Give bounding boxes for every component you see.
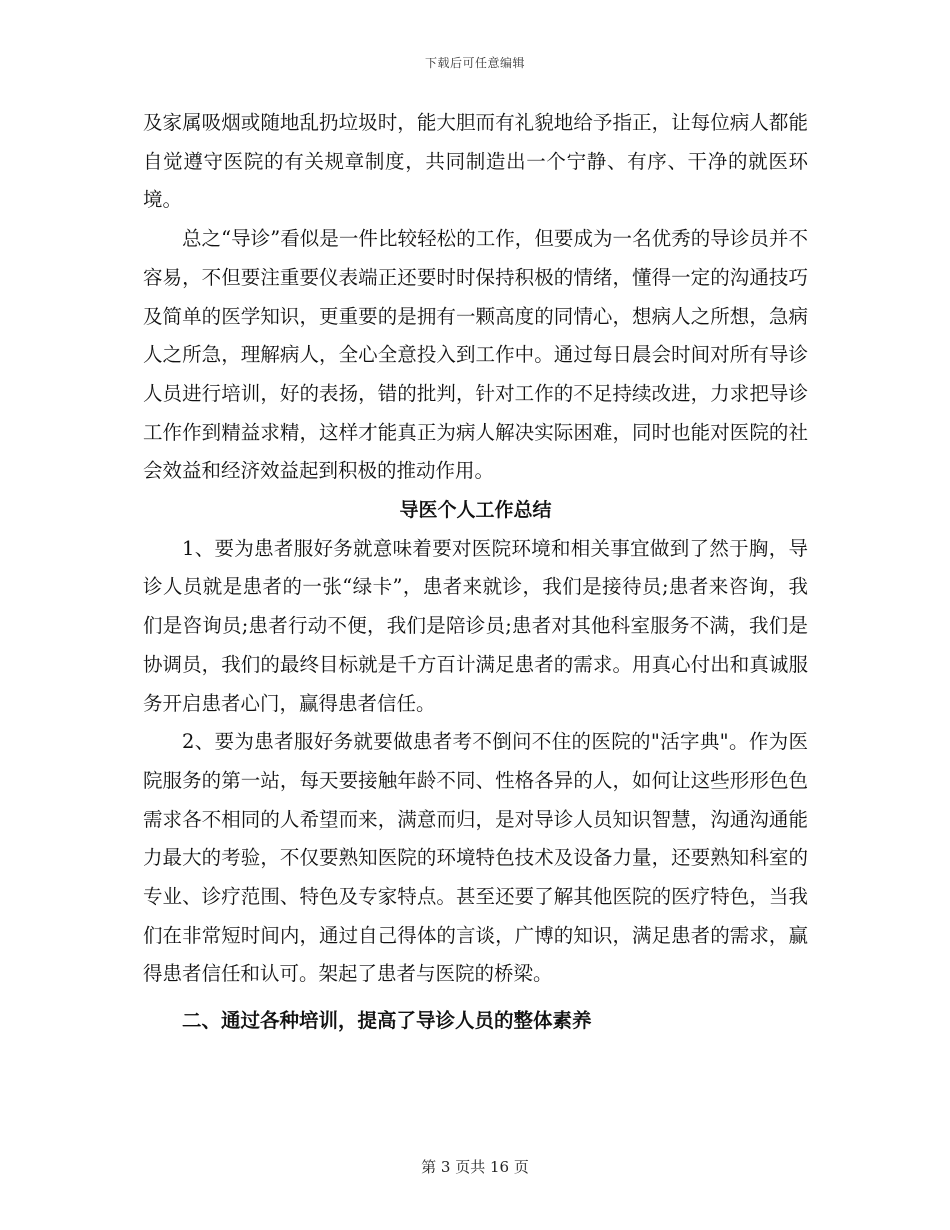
section-title: 导医个人工作总结	[399, 499, 552, 522]
paragraph-continuation: 及家属吸烟或随地乱扔垃圾时，能大胆而有礼貌地给予指正，让每位病人都能自觉遵守医院的有关规章制度，共同制造出一个宁静、有序、干净的就医环境。	[143, 111, 808, 212]
document-body	[143, 104, 808, 1041]
sub-heading: 二、通过各种培训，提高了导诊人员的整体素养	[182, 1009, 592, 1033]
page-header: 下载后可任意编辑	[424, 56, 525, 70]
paragraph-point-1: 1、要为患者服好务就意味着要对医院环境和相关事宜做到了然于胸，导诊人员就是患者的一张“绿卡”，患者来就诊，我们是接待员;患者来咨询，我们是咨询员;患者行动不便，我们是陪诊员;患者对其他科室服务不满，我们是协调员，我们的最终目标就是千方百计满足患者的需求。用真心付出和真诚服务开启患者心门，赢得患者信任。	[143, 536, 808, 715]
paragraph-point-2: 2、要为患者服好务就要做患者考不倒问不住的医院的"活字典"。作为医院服务的第一站，每天要接触年龄不同、性格各异的人，如何让这些形形色色需求各不相同的人希望而来，满意而归，是对导诊人员知识智慧，沟通沟通能力最大的考验，不仅要熟知医院的环境特色技术及设备力量，还要熟知科室的专业、诊疗范围、特色及专家特点。甚至还要了解其他医院的医疗特色，当我们在非常短时间内，通过自己得体的言谈，广博的知识，满足患者的需求，赢得患者信任和认可。架起了患者与医院的桥梁。	[143, 730, 808, 986]
paragraph-summary: 总之“导诊”看似是一件比较轻松的工作，但要成为一名优秀的导诊员并不容易，不但要注重要仪表端正还要时时保持积极的情绪，懂得一定的沟通技巧及简单的医学知识，更重要的是拥有一颗高度的同情心，想病人之所想，急病人之所急，理解病人，全心全意投入到工作中。通过每日晨会时间对所有导诊人员进行培训，好的表扬，错的批判，针对工作的不足持续改进，力求把导诊工作作到精益求精，这样才能真正为病人解决实际困难，同时也能对医院的社会效益和经济效益起到积极的推动作用。	[143, 227, 808, 483]
page-footer: 第 3 页共 16 页	[421, 1158, 529, 1176]
